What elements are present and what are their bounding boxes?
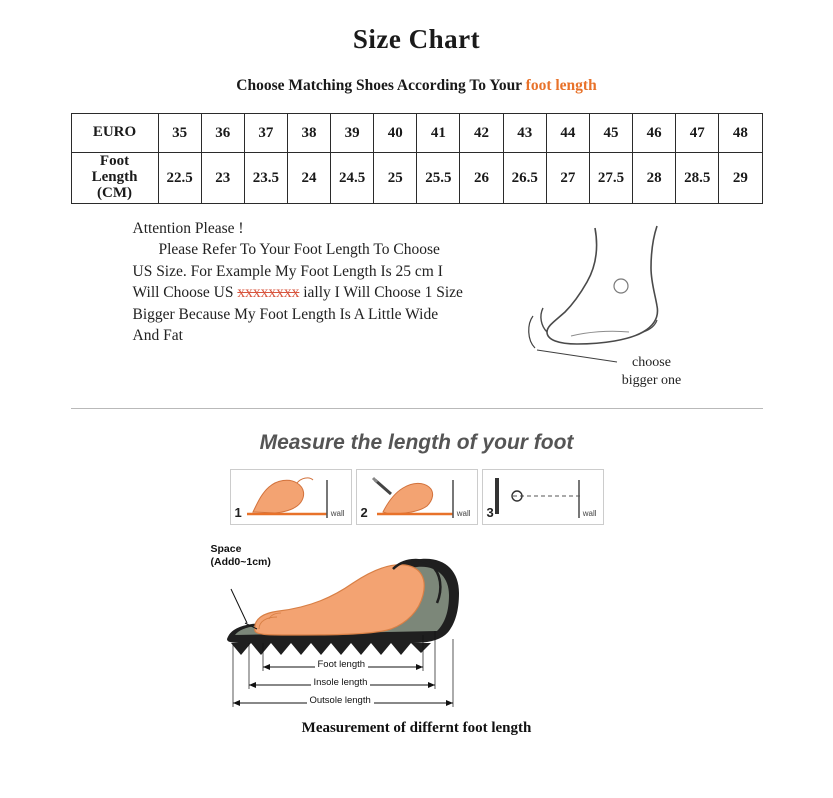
cell-foot-6: 25.5 xyxy=(417,153,460,204)
row-header-foot-line2: Length xyxy=(91,169,138,186)
section-divider xyxy=(71,408,763,409)
table-row-foot-length xyxy=(71,153,762,204)
attention-struck-text: xxxxxxxx xyxy=(237,284,300,302)
cell-foot-4: 24.5 xyxy=(331,153,374,204)
dimension-label-insole-length: Insole length xyxy=(311,677,371,688)
cell-euro-5: 40 xyxy=(374,114,417,153)
cell-euro-1: 36 xyxy=(201,114,244,153)
cell-foot-11: 28 xyxy=(633,153,676,204)
size-table-wrap xyxy=(71,113,763,204)
cell-foot-8: 26.5 xyxy=(503,153,546,204)
cell-euro-6: 41 xyxy=(417,114,460,153)
cell-foot-3: 24 xyxy=(287,153,330,204)
cell-euro-7: 42 xyxy=(460,114,503,153)
row-header-foot-length xyxy=(71,153,158,204)
cell-euro-4: 39 xyxy=(331,114,374,153)
cell-foot-2: 23.5 xyxy=(244,153,287,204)
cell-euro-9: 44 xyxy=(546,114,589,153)
choose-note-line2: bigger one xyxy=(621,373,682,389)
measure-steps xyxy=(228,469,606,525)
cell-foot-13: 29 xyxy=(719,153,762,204)
table-row-euro xyxy=(71,114,762,153)
dimension-label-foot-length: Foot length xyxy=(315,659,369,670)
step-2-number: 2 xyxy=(360,505,368,520)
cell-foot-0: 22.5 xyxy=(158,153,201,204)
cell-euro-0: 35 xyxy=(158,114,201,153)
dimension-label-outsole-length: Outsole length xyxy=(307,695,374,706)
cell-euro-12: 47 xyxy=(676,114,719,153)
attention-line-5: And Fat xyxy=(132,326,183,344)
cell-euro-10: 45 xyxy=(589,114,632,153)
space-label-line2: (Add0~1cm) xyxy=(210,556,271,569)
measure-step-2 xyxy=(356,469,478,525)
cell-euro-11: 46 xyxy=(633,114,676,153)
space-label-line1: Space xyxy=(210,543,242,555)
step-3-wall-label: wall xyxy=(582,509,597,518)
step-3-number: 3 xyxy=(486,505,494,520)
row-header-euro: EURO xyxy=(71,114,158,153)
foot-outline-sketch-icon xyxy=(525,220,755,370)
attention-line-1-text: Please Refer To Your Foot Length To Choose xyxy=(158,241,440,259)
step-2-wall-label: wall xyxy=(456,509,471,518)
cell-foot-10: 27.5 xyxy=(589,153,632,204)
cell-foot-5: 25 xyxy=(374,153,417,204)
cell-euro-8: 43 xyxy=(503,114,546,153)
cell-foot-12: 28.5 xyxy=(676,153,719,204)
subtitle-highlight: foot length xyxy=(525,77,597,94)
subtitle-main: Choose Matching Shoes According To Your xyxy=(236,77,526,94)
cell-foot-7: 26 xyxy=(460,153,503,204)
step-1-wall-label: wall xyxy=(330,509,345,518)
step-1-number: 1 xyxy=(234,505,242,520)
row-header-foot-line1: Foot xyxy=(99,153,130,170)
attention-line-4: Bigger Because My Foot Length Is A Little Wide xyxy=(132,305,439,323)
cell-euro-3: 38 xyxy=(287,114,330,153)
measure-step-1 xyxy=(230,469,352,525)
attention-block xyxy=(71,218,763,398)
choose-bigger-note xyxy=(577,354,727,390)
measure-step-3 xyxy=(482,469,604,525)
page-subtitle xyxy=(0,77,833,95)
attention-line-1 xyxy=(133,239,501,260)
attention-line-3 xyxy=(133,282,501,303)
attention-text xyxy=(71,218,501,346)
measure-heading: Measure the length of your foot xyxy=(259,431,574,454)
cell-foot-9: 27 xyxy=(546,153,589,204)
diagram-caption: Measurement of differnt foot length xyxy=(301,720,532,736)
attention-line-2: US Size. For Example My Foot Length Is 25 cm I xyxy=(132,262,443,280)
cell-euro-2: 37 xyxy=(244,114,287,153)
attention-heading: Attention Please ! xyxy=(132,220,244,237)
space-label xyxy=(211,543,271,569)
foot-in-shoe-diagram xyxy=(207,531,627,716)
attention-line-3-post: ially I Will Choose 1 Size xyxy=(299,284,463,302)
page-title: Size Chart xyxy=(352,24,481,54)
row-header-foot-line3: (CM) xyxy=(97,184,132,201)
choose-note-line1: choose xyxy=(632,355,671,370)
size-table xyxy=(71,113,763,204)
cell-foot-1: 23 xyxy=(201,153,244,204)
attention-line-3-pre: Will Choose US xyxy=(132,284,238,302)
size-chart-page xyxy=(0,24,833,798)
cell-euro-13: 48 xyxy=(719,114,762,153)
